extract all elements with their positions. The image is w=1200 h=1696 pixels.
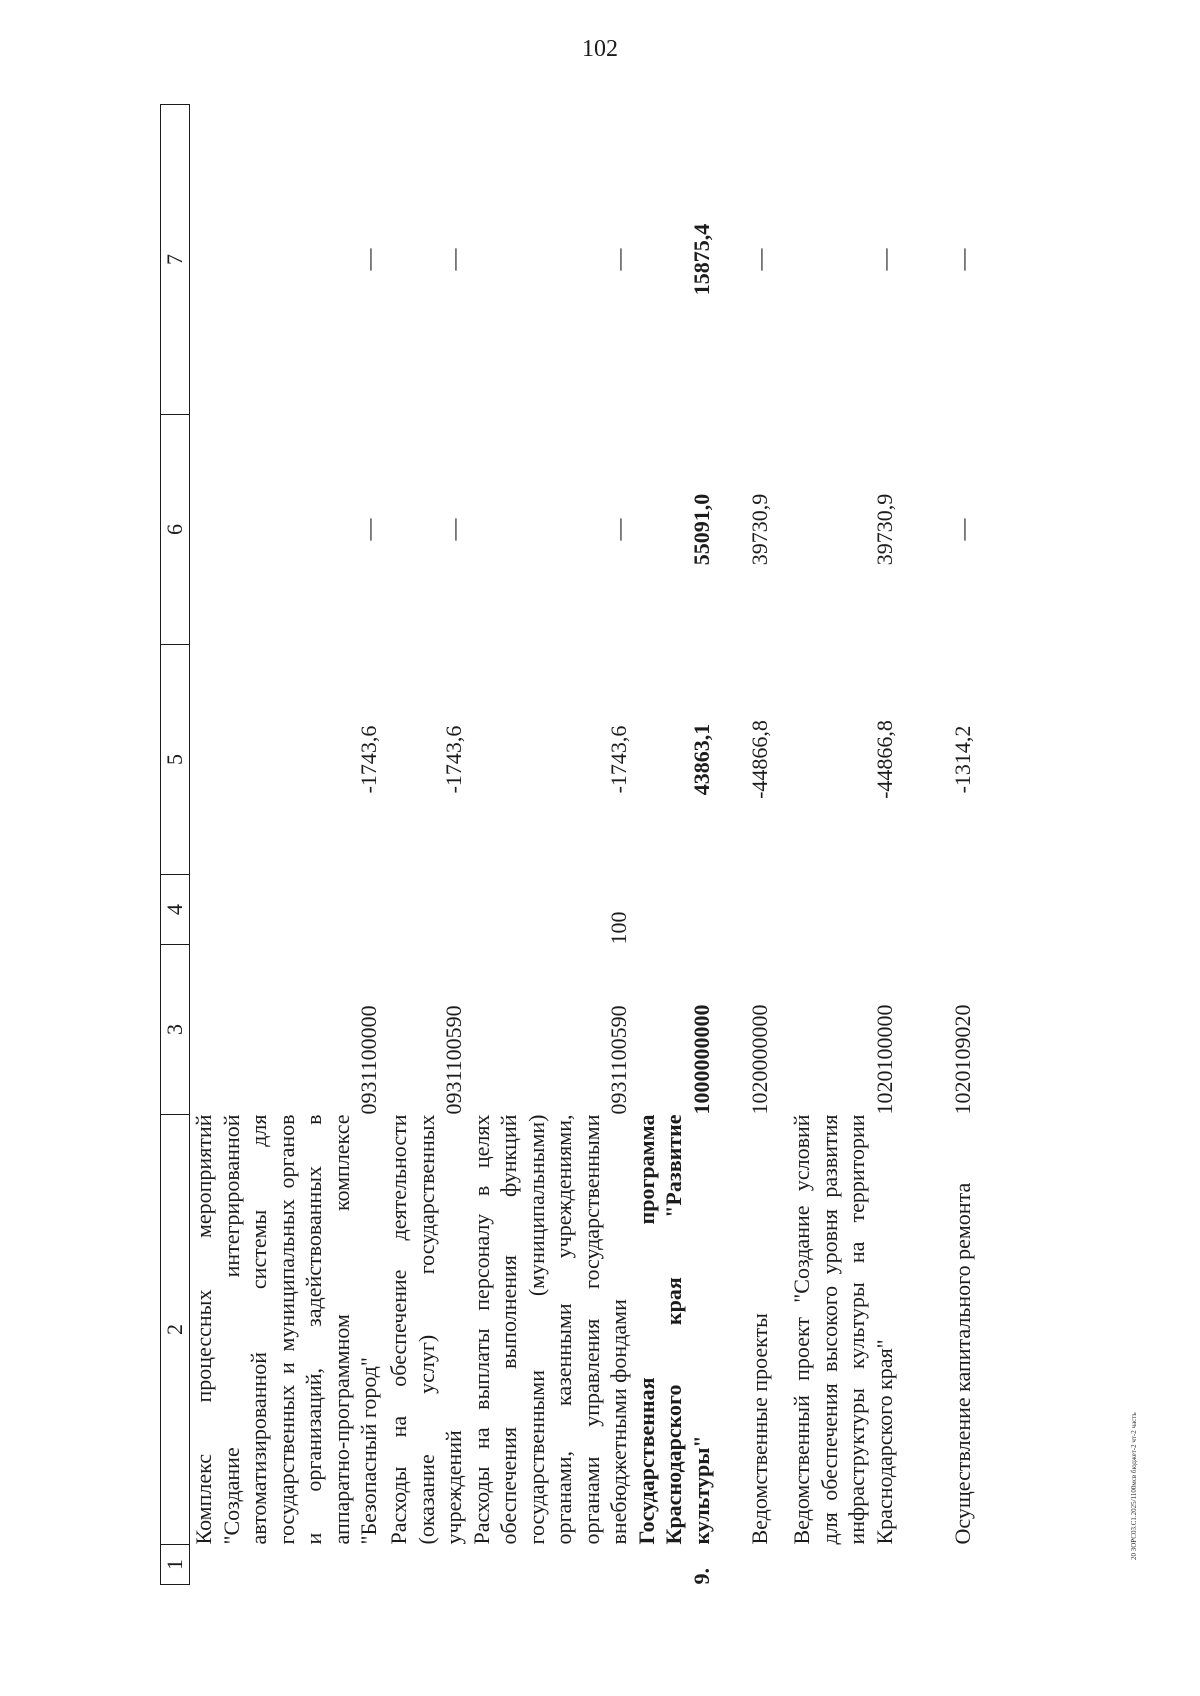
row-value-7: — [356,248,381,271]
row-value-7: 15875,4 [688,223,714,296]
row-code: 1020100000 [871,1004,897,1115]
row-type [715,875,773,945]
row-type [898,875,976,945]
row-name: Ведомственный проект "Создание условий для обеспечения высокого уровня развития инфраструктуры культуры на территории Краснодарского края" [789,1114,897,1545]
row-code: 1020000000 [746,1004,772,1115]
header-col-5: 5 [161,645,190,875]
row-type [633,875,716,945]
row-name: Расходы на обеспечение деятельности (оказание услуг) государственных учреждений [386,1114,466,1545]
budget-table [160,104,976,1585]
row-name: Осуществление капитального ремонта [949,1182,975,1545]
row-value-7: — [949,248,975,271]
header-col-3: 3 [161,945,190,1115]
row-number: 9. [688,1568,714,1585]
row-value-6: — [441,518,466,541]
row-value-6: — [606,518,631,541]
row-value-5: -44866,8 [746,720,772,799]
header-col-2: 2 [161,1115,190,1545]
footer-document-code: 20 ЗОРС03.С1.2025/1100мсв бюджет-2 чт-2 часть [1130,1412,1138,1560]
row-value-6: 39730,9 [746,493,772,566]
row-value-6: — [949,518,975,541]
row-value-5: -1743,6 [356,725,381,794]
table-row [190,105,383,1585]
table-row [898,105,976,1585]
row-code: 0931100000 [356,1005,381,1115]
row-number [383,1545,468,1585]
row-number [468,1545,633,1585]
table-row [633,105,716,1585]
row-value-5: -1743,6 [606,725,631,794]
row-type: 100 [606,911,631,945]
row-number [898,1545,976,1585]
page-number: 102 [582,36,618,62]
row-code: 1000000000 [688,1004,714,1115]
row-type [190,875,383,945]
table-row [383,105,468,1585]
row-value-5: 43863,1 [688,723,714,796]
rotated-table-container [160,105,1160,1585]
row-number [190,1545,383,1585]
header-col-6: 6 [161,415,190,645]
row-code: 1020109020 [949,1004,975,1115]
row-number [773,1545,898,1585]
row-value-6: 55091,0 [688,493,714,566]
header-row [161,105,190,1585]
row-value-6: 39730,9 [871,493,897,566]
row-value-7: — [746,248,772,271]
row-name: Комплекс процессных мероприятий "Создание интегрированной автоматизированной системы для государственных и муниципальных органов и организаций, задействованных в аппаратно-программном комплексе "Безопасный город" [191,1114,381,1545]
row-name: Расходы на выплаты персоналу в целях обеспечения выполнения функций государственными (муниципальными) органами, казенными учреждениями, органами управления государственными внебюджетными фондами [468,1114,631,1545]
row-type [773,875,898,945]
row-code: 0931100590 [441,1005,466,1115]
row-name: Ведомственные проекты [746,1313,772,1545]
row-type [383,875,468,945]
row-code: 0931100590 [606,1005,631,1115]
row-value-5: -1314,2 [949,725,975,794]
row-value-6: — [356,518,381,541]
row-number [715,1545,773,1585]
header-col-1: 1 [161,1545,190,1585]
header-col-4: 4 [161,875,190,945]
row-value-7: — [871,248,897,271]
row-value-5: -1743,6 [441,725,466,794]
table-row [715,105,773,1585]
header-col-7: 7 [161,105,190,415]
row-name: Государственная программа Краснодарского края "Развитие культуры" [633,1114,714,1545]
row-value-7: — [441,248,466,271]
table-row [773,105,898,1585]
row-value-5: -44866,8 [871,720,897,799]
table-row [468,105,633,1585]
row-value-7: — [606,248,631,271]
